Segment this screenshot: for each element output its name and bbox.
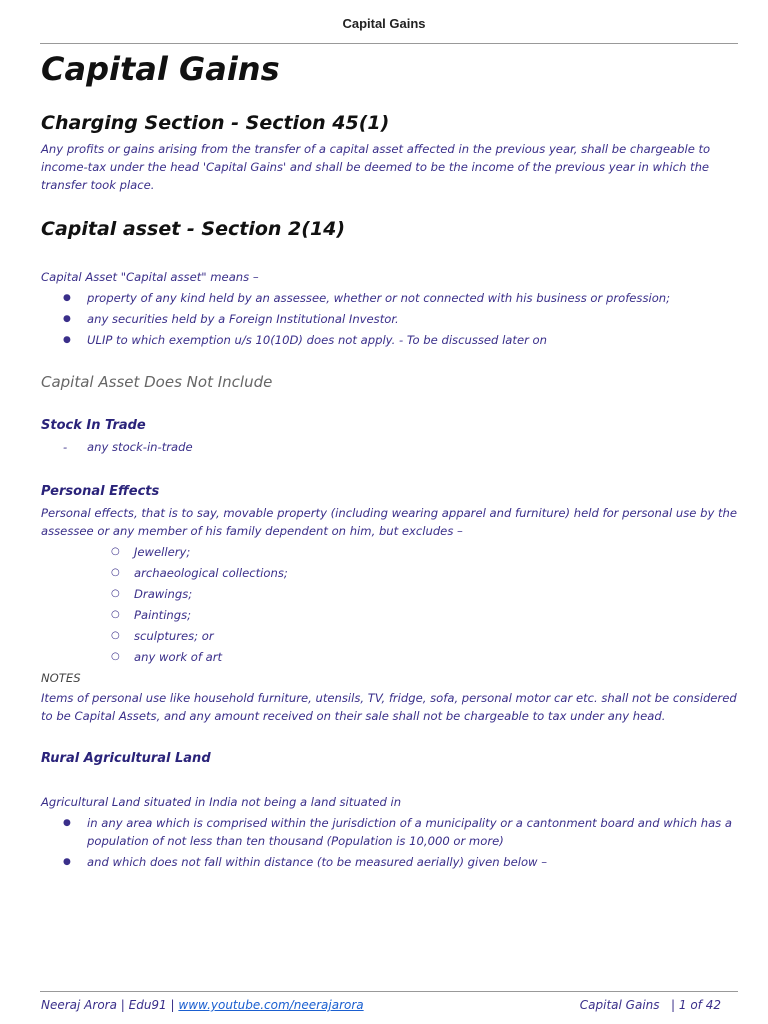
bullet-dot-icon: ●	[63, 818, 71, 828]
bullet-dot-icon: ●	[63, 857, 71, 867]
personal-effects-text: Personal effects, that is to say, movable property (including wearing apparel and furniture) held for personal use by the assessee or any member of his family dependent on him, but excludes –	[41, 506, 738, 538]
charging-section-text: Any profits or gains arising from the transfer of a capital asset affected in the previous year, shall be chargeable to income-tax under the head 'Capital Gains' and shall be deemed to be the income of the previous year in which the transfer took place.	[41, 142, 711, 192]
rural-agricultural-land-heading: Rural Agricultural Land	[41, 751, 211, 766]
header-divider	[40, 43, 738, 44]
list-item	[41, 543, 743, 561]
circle-bullet-icon: ○	[111, 567, 120, 578]
notes-text: Items of personal use like household furniture, utensils, TV, fridge, sofa, personal motor car etc. shall not be considered to be Capital Assets, and any amount received on their sale shall not be chargeable to tax under any head.	[41, 691, 737, 723]
list-item-text: property of any kind held by an assessee, whether or not connected with his business or profession;	[87, 291, 671, 305]
capital-asset-list	[41, 289, 743, 349]
not-include-heading: Capital Asset Does Not Include	[41, 373, 273, 391]
list-item-text: archaeological collections;	[134, 566, 288, 580]
list-item-text: any stock-in-trade	[87, 440, 193, 454]
youtube-link[interactable]: www.youtube.com/neerajarora	[178, 998, 364, 1012]
footer-divider	[40, 991, 738, 992]
list-item	[41, 627, 743, 645]
page-content	[41, 48, 743, 871]
list-item	[41, 814, 743, 850]
list-item-text: ULIP to which exemption u/s 10(10D) does not apply. - To be discussed later on	[87, 333, 547, 347]
list-item	[41, 289, 743, 307]
capital-asset-intro: Capital Asset "Capital asset" means –	[41, 270, 259, 284]
page-footer	[41, 998, 721, 1018]
dash-icon: -	[63, 440, 68, 454]
list-item	[41, 853, 743, 871]
list-item-text: Paintings;	[134, 608, 192, 622]
list-item-text: and which does not fall within distance (to be measured aerially) given below –	[87, 855, 548, 869]
page-number-current: 1	[678, 998, 687, 1012]
rural-land-intro: Agricultural Land situated in India not being a land situated in	[41, 795, 402, 809]
page-title: Capital Gains	[41, 50, 280, 88]
list-item	[41, 331, 743, 349]
stock-in-trade-list	[41, 438, 743, 456]
list-item-text: any securities held by a Foreign Institutional Investor.	[87, 312, 399, 326]
page-separator: |	[670, 998, 676, 1012]
personal-effects-exclusions	[41, 543, 743, 666]
personal-effects-heading: Personal Effects	[41, 484, 160, 499]
page-number-total: 42	[705, 998, 721, 1012]
page-number-of: of	[690, 998, 702, 1012]
list-item	[41, 310, 743, 328]
list-item	[41, 606, 743, 624]
stock-in-trade-heading: Stock In Trade	[41, 418, 146, 433]
footer-left	[41, 998, 364, 1012]
list-item-text: Jewellery;	[134, 545, 191, 559]
list-item	[41, 564, 743, 582]
list-item-text: any work of art	[134, 650, 223, 664]
bullet-dot-icon: ●	[63, 314, 71, 324]
charging-section-heading: Charging Section - Section 45(1)	[41, 112, 390, 134]
capital-asset-heading: Capital asset - Section 2(14)	[41, 218, 346, 240]
running-header-title: Capital Gains	[342, 16, 426, 31]
notes-label: NOTES	[41, 671, 81, 685]
circle-bullet-icon: ○	[111, 546, 120, 557]
list-item	[41, 585, 743, 603]
circle-bullet-icon: ○	[111, 630, 120, 641]
list-item-text: Drawings;	[134, 587, 193, 601]
bullet-dot-icon: ●	[63, 335, 71, 345]
footer-right	[580, 998, 721, 1012]
rural-land-list	[41, 814, 743, 871]
circle-bullet-icon: ○	[111, 609, 120, 620]
circle-bullet-icon: ○	[111, 651, 120, 662]
footer-topic: Capital Gains	[579, 998, 660, 1012]
list-item-text: sculptures; or	[134, 629, 214, 643]
bullet-dot-icon: ●	[63, 293, 71, 303]
circle-bullet-icon: ○	[111, 588, 120, 599]
list-item-text: in any area which is comprised within the jurisdiction of a municipality or a cantonment board and which has a population of not less than ten thousand (Population is 10,000 or more)	[87, 816, 733, 848]
footer-author: Neeraj Arora | Edu91 |	[41, 998, 175, 1012]
list-item	[41, 648, 743, 666]
list-item	[41, 438, 743, 456]
